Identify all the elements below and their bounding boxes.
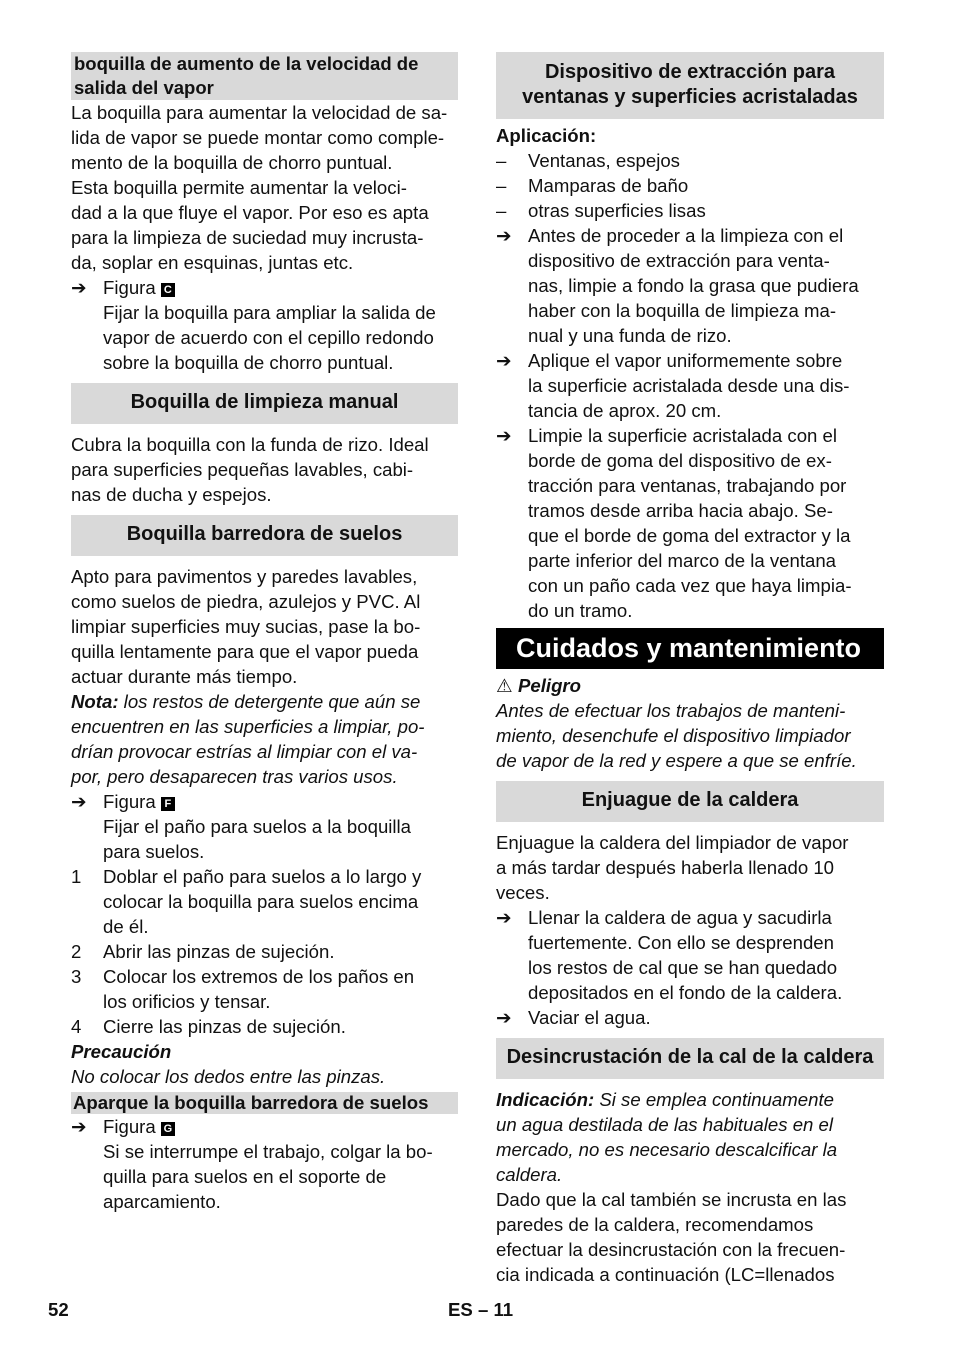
- arrow-icon: ➔: [71, 791, 87, 812]
- left-column: [71, 48, 458, 1214]
- figure-c-icon: C: [161, 283, 175, 297]
- indicacion-paragraph: Indicación: Si se emplea continuamente un agua destilada de las habituales en el mercado, no es necesario descalcificar la caldera.: [496, 1089, 838, 1185]
- heading-cuidados: Cuidados y mantenimiento: [496, 628, 884, 669]
- precaucion-label: Precaución: [71, 1041, 172, 1062]
- paragraph-limpieza-manual: Cubra la boquilla con la funda de rizo. Ideal para superficies pequeñas lavables, cabi- nas de ducha y espejos.: [71, 434, 429, 505]
- dash-icon: –: [496, 175, 507, 196]
- step-item: 3 Colocar los extremos de los paños en los orificios y tensar.: [71, 966, 415, 1012]
- arrow-icon: ➔: [496, 425, 512, 446]
- instruction-item: ➔ Limpie la superficie acristalada con el borde de goma del dispositivo de ex- tracción para ventanas, trabajando por tramos desde arriba hacia abajo. Se- que el borde de goma del extractor y la parte inferior del marco de la ventana con un paño cada vez que haya limpia- do un tramo.: [496, 425, 852, 621]
- step-number: 2: [71, 941, 82, 962]
- heading-limpieza-manual: Boquilla de limpieza manual: [71, 383, 458, 424]
- step-item: 1 Doblar el paño para suelos a lo largo y colocar la boquilla para suelos encima de él.: [71, 866, 422, 937]
- figure-f-text: Fijar el paño para suelos a la boquilla para suelos.: [103, 816, 412, 862]
- dash-icon: –: [496, 150, 507, 171]
- arrow-icon: ➔: [71, 1116, 87, 1137]
- right-column: [496, 48, 884, 1287]
- arrow-icon: ➔: [71, 277, 87, 298]
- heading-barredora: Boquilla barredora de suelos: [71, 515, 458, 556]
- ventanas-instructions: [496, 223, 884, 623]
- instruction-item: ➔ Antes de proceder a la limpieza con el dispositivo de extracción para venta- nas, limpie a fondo la grasa que pudiera haber con la boquilla de limpieza ma- nual y una funda de rizo.: [496, 225, 859, 346]
- dash-icon: –: [496, 200, 507, 221]
- step-number: 3: [71, 966, 82, 987]
- figure-ref-f: ➔ Figura F: [71, 789, 458, 814]
- paragraph-desincrustacion: Dado que la cal también se incrusta en las paredes de la caldera, recomendamos efectuar la desincrustación con la frecuen- cia indicada a continuación (LC=llenados: [496, 1189, 847, 1285]
- page-code: ES – 11: [448, 1299, 514, 1320]
- figure-c-text: Fijar la boquilla para ampliar la salida de vapor de acuerdo con el cepillo redondo sobre la boquilla de chorro puntual.: [103, 302, 436, 373]
- aplicacion-item: – otras superficies lisas: [496, 200, 706, 221]
- aplicacion-list: [496, 148, 884, 223]
- precaucion-text: No colocar los dedos entre las pinzas.: [71, 1066, 386, 1087]
- heading-enjuague: Enjuague de la caldera: [496, 781, 884, 822]
- heading-boquilla-aumento: boquilla de aumento de la velocidad de salida del vapor: [71, 52, 458, 100]
- arrow-icon: ➔: [496, 350, 512, 371]
- step-item: 4 Cierre las pinzas de sujeción.: [71, 1016, 346, 1037]
- instruction-item: ➔ Llenar la caldera de agua y sacudirla fuertemente. Con ello se desprenden los restos de cal que se han quedado depositados en el fondo de la caldera.: [496, 907, 843, 1003]
- paragraph-barredora: Apto para pavimentos y paredes lavables, como suelos de piedra, azulejos y PVC. Al limpiar superficies muy sucias, pase la bo- quilla lentamente para que el vapor pueda actuar durante más tiempo.: [71, 566, 421, 687]
- steps-list: [71, 864, 458, 1039]
- arrow-icon: ➔: [496, 1007, 512, 1028]
- step-item: 2 Abrir las pinzas de sujeción.: [71, 941, 335, 962]
- instruction-item: ➔ Aplique el vapor uniformemente sobre la superficie acristalada desde una dis- tancia de aprox. 20 cm.: [496, 350, 850, 421]
- figure-g-text: Si se interrumpe el trabajo, colgar la bo- quilla para suelos en el soporte de aparcamiento.: [103, 1141, 433, 1212]
- figure-ref-c: ➔ Figura C: [71, 275, 458, 300]
- peligro-text: Antes de efectuar los trabajos de manteni- miento, desenchufe el dispositivo limpiador de vapor de la red y espere a que se enfríe.: [496, 700, 857, 771]
- paragraph-enjuague: Enjuague la caldera del limpiador de vapor a más tardar después haberla llenado 10 veces.: [496, 832, 849, 903]
- page-number: 52: [48, 1299, 69, 1320]
- step-number: 1: [71, 866, 82, 887]
- arrow-icon: ➔: [496, 225, 512, 246]
- peligro-heading: ⚠ Peligro: [496, 675, 582, 696]
- aplicacion-label: Aplicación:: [496, 125, 597, 146]
- warning-icon: ⚠: [496, 675, 513, 696]
- figure-ref-g: ➔ Figura G: [71, 1114, 458, 1139]
- step-number: 4: [71, 1016, 82, 1037]
- enjuague-instructions: [496, 905, 884, 1030]
- figure-g-icon: G: [161, 1122, 175, 1136]
- heading-aparque: Aparque la boquilla barredora de suelos: [71, 1092, 458, 1114]
- aplicacion-item: – Mamparas de baño: [496, 175, 689, 196]
- instruction-item: ➔ Vaciar el agua.: [496, 1007, 651, 1028]
- nota-paragraph: Nota: los restos de detergente que aún se encuentren en las superficies a limpiar, po- drían provocar estrías al limpiar con el va- por, pero desaparecen tras varios usos.: [71, 691, 425, 787]
- heading-desincrustacion: Desincrustación de la cal de la caldera: [496, 1038, 884, 1079]
- aplicacion-item: – Ventanas, espejos: [496, 150, 680, 171]
- arrow-icon: ➔: [496, 907, 512, 928]
- paragraph-aumento-1: La boquilla para aumentar la velocidad de sa- lida de vapor se puede montar como comple- mento de la boquilla de chorro puntual. Esta boquilla permite aumentar la veloci- dad a la que fluye el vapor. Por eso es apta para la limpieza de suciedad muy incrusta- da, soplar en esquinas, juntas etc.: [71, 102, 448, 273]
- heading-extraccion-ventanas: Dispositivo de extracción para ventanas y superficies acristaladas: [496, 52, 884, 119]
- figure-f-icon: F: [161, 797, 175, 811]
